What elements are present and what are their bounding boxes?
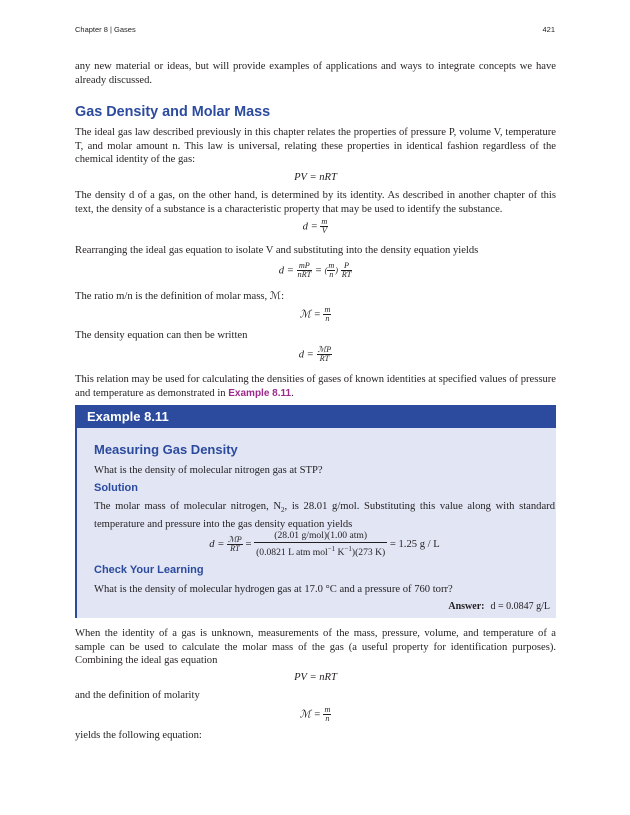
example-link[interactable]: Example 8.11 [228,387,292,399]
section-paragraph-3 [75,244,556,258]
section-paragraph-1 [75,126,556,167]
paragraph-text: yields the following equation: [75,730,202,741]
section-paragraph-4 [75,290,556,304]
check-question-text: What is the density of molecular hydrogen gas at 17.0 °C and a pressure of 760 torr? [94,584,453,595]
example-label: Example 8.11 [87,409,169,424]
solution-heading: Solution [94,482,138,494]
fraction-denominator: RT [230,544,240,554]
fraction-numerator: m [324,305,331,314]
superscript: −1 [344,545,352,553]
solution-text [94,500,555,531]
answer-value: d = 0.0847 g/L [490,601,550,612]
denominator-part-b: K [335,547,345,559]
fraction-numerator: m [321,217,328,226]
check-question [94,583,555,597]
fraction [323,706,331,724]
equation-lhs: ℳ = [299,709,321,721]
running-header-chapter: Chapter 8 | Gases [75,25,136,34]
fraction-denominator: nRT [297,270,312,280]
equation-ideal-gas: PV = nRT [294,172,337,183]
answer-line [448,601,550,612]
denominator-part-c: )(273 K) [351,547,386,559]
closing-paragraph-1 [75,627,556,668]
equation-lhs: d = [302,221,318,233]
closing-paragraph-3 [75,729,556,743]
paragraph-text-end: . [291,387,294,399]
equation-lhs: d = [209,539,225,551]
paragraph-text: Rearranging the ideal gas equation to isolate V and substituting into the density equation yields [75,245,479,256]
section-paragraph-5 [75,329,556,343]
fraction-numerator: ℳP [317,345,332,354]
fraction-numerator: m [328,261,335,270]
closing-paragraph-2 [75,689,556,703]
paragraph-text: When the identity of a gas is unknown, measurements of the mass, pressure, volume, and temperature of a sample can be used to calculate the molar mass of the gas (a useful property for identification purposes). Combining the ideal gas equation [75,628,556,667]
equation-density-molar [75,346,556,364]
fraction-numerator: mP [297,262,313,271]
fraction-denominator: RT [341,270,352,280]
solution-paragraph [94,500,555,531]
paragraph-text: and the definition of molarity [75,690,200,701]
equation-density-calculation [94,530,555,559]
superscript: −1 [327,545,336,553]
equation-density [75,218,556,236]
fraction-denominator: V [321,226,327,236]
calculation-denominator [254,543,387,559]
equation-molar-mass [75,306,556,324]
equation-lhs: d = [298,349,314,361]
question-text: What is the density of molecular nitrogen gas at STP? [94,465,323,476]
paragraph-text: The density equation can then be written [75,330,248,341]
intro-text: any new material or ideas, but will provide examples of applications and ways to integrate concepts we have already discussed. [75,61,556,86]
check-your-learning-heading: Check Your Learning [94,564,204,576]
fraction [323,306,331,324]
paragraph-text: The ratio m/n is the definition of molar mass, ℳ: [75,291,285,302]
equation-lhs: ℳ = [299,309,321,321]
paragraph-text-start: This relation may be used for calculating the densities of gases of known identities at specified values of pressure and temperature as demonstrated in [75,374,556,399]
section-heading: Gas Density and Molar Mass [75,104,271,120]
fraction-numerator: m [324,705,331,714]
fraction [317,346,333,364]
example-title: Measuring Gas Density [94,442,238,457]
equals-sign: = [245,539,252,551]
equation-molar-mass-repeat [75,706,556,724]
example-question [94,464,555,478]
equals-sign: = [314,265,322,277]
fraction-denominator: RT [319,354,330,364]
fraction [297,262,313,280]
equation-ideal-gas-repeat: PV = nRT [294,672,337,683]
fraction-denominator: n [329,270,334,280]
paragraph-text [75,373,556,400]
parenthesized-fraction: ( $\frac{m}{n}$ ) [324,261,339,280]
fraction [327,262,335,280]
fraction [320,218,328,236]
solution-text-a: The molar mass of molecular nitrogen, N [94,501,282,512]
section-paragraph-6 [75,373,556,400]
fraction [341,262,353,280]
fraction [227,536,243,554]
subscript: 2 [281,506,285,515]
page-number: 421 [542,25,555,34]
calculation-numerator: (28.01 g/mol)(1.00 atm) [254,530,387,543]
fraction-numerator: P [341,262,353,271]
example-header [75,405,556,428]
answer-label: Answer: [448,601,485,612]
intro-paragraph [75,60,556,87]
paragraph-text: The density d of a gas, on the other hand, is determined by its identity. As described in another chapter of this text, the density of a substance is a characteristic property that may be used to identify the substance. [75,190,556,215]
solution-text-b: , is 28.01 g/mol. Substituting this value along with standard temperature and pressure into the gas density equation yields [94,501,555,530]
calculation-fraction [254,530,387,559]
section-paragraph-2 [75,189,556,216]
equation-density-rearranged [75,262,556,280]
calculation-result: = 1.25 g / L [389,539,440,551]
fraction-denominator: n [325,714,330,724]
equation-lhs: d = [278,265,294,277]
fraction-denominator: n [325,314,330,324]
paragraph-text: The ideal gas law described previously in this chapter relates the properties of pressure P, volume V, temperature T, and molar amount n. This law is universal, relating these properties in identical fashion regardless of the chemical identity of the gas: [75,127,556,166]
fraction-numerator: ℳP [228,534,242,544]
denominator-part-a: (0.0821 L atm mol [256,547,328,559]
